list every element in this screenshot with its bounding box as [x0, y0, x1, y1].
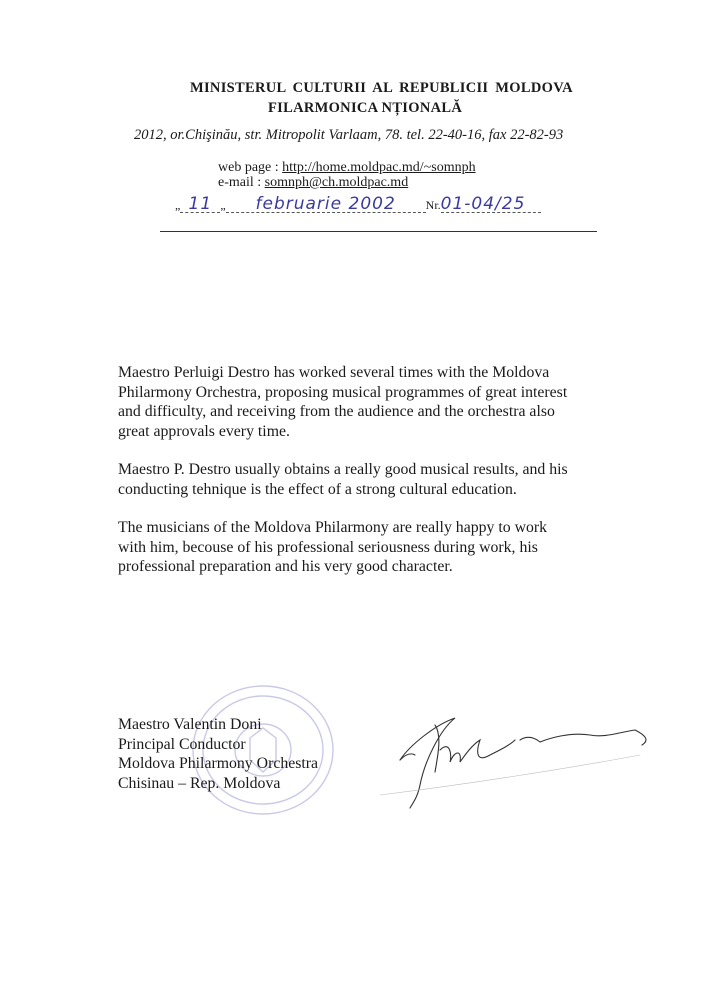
email-label: e-mail :: [218, 175, 265, 190]
open-quote: „: [175, 198, 181, 212]
month-year-field: [226, 194, 426, 213]
reference-number-field: [441, 194, 541, 213]
email-link[interactable]: somnph@ch.moldpac.md: [264, 175, 409, 190]
signatory-name: Maestro Valentin Doni: [118, 716, 262, 733]
handwritten-signature-icon: [380, 700, 670, 810]
letterhead-philharmonic: FILARMONICA NȚIONALĂ: [268, 100, 463, 116]
header-divider: [160, 231, 597, 232]
signatory-organization: Moldova Philarmony Orchestra: [118, 755, 319, 772]
web-page-line: [218, 160, 476, 176]
signatory-location: Chisinau – Rep. Moldova: [118, 774, 281, 792]
month-year-handwritten: februarie 2002: [255, 194, 396, 214]
reference-number-handwritten: 01-04/25: [440, 194, 526, 214]
web-page-label: web page :: [218, 160, 283, 175]
day-handwritten: 11: [188, 194, 213, 214]
nr-label: Nr.: [425, 198, 441, 212]
date-number-line: [175, 194, 595, 224]
signatory-title: Principal Conductor: [118, 735, 246, 753]
email-line: [218, 175, 408, 191]
day-field: [180, 194, 220, 213]
letterhead-ministry: MINISTERUL CULTURII AL REPUBLICII MOLDOVA: [190, 80, 573, 96]
letterhead-address: 2012, or.Chişinău, str. Mitropolit Varlaam, 78. tel. 22-40-16, fax 22-82-93: [134, 127, 564, 143]
body-paragraph-1: Maestro Perluigi Destro has worked several times with the Moldova Philarmony Orchestra, proposing musical programmes of great interest and difficulty, and receiving from the audience and the orchestra also great approvals every time.: [118, 364, 568, 440]
web-page-link[interactable]: http://home.moldpac.md/~somnph: [282, 160, 476, 175]
close-quote: „: [220, 198, 226, 212]
body-paragraph-3: The musicians of the Moldova Philarmony are really happy to work with him, becouse of his professional seriousness during work, his professional preparation and his very good character.: [118, 519, 548, 575]
body-paragraph-2: Maestro P. Destro usually obtains a really good musical results, and his conducting tehnique is the effect of a strong cultural education.: [118, 461, 568, 498]
